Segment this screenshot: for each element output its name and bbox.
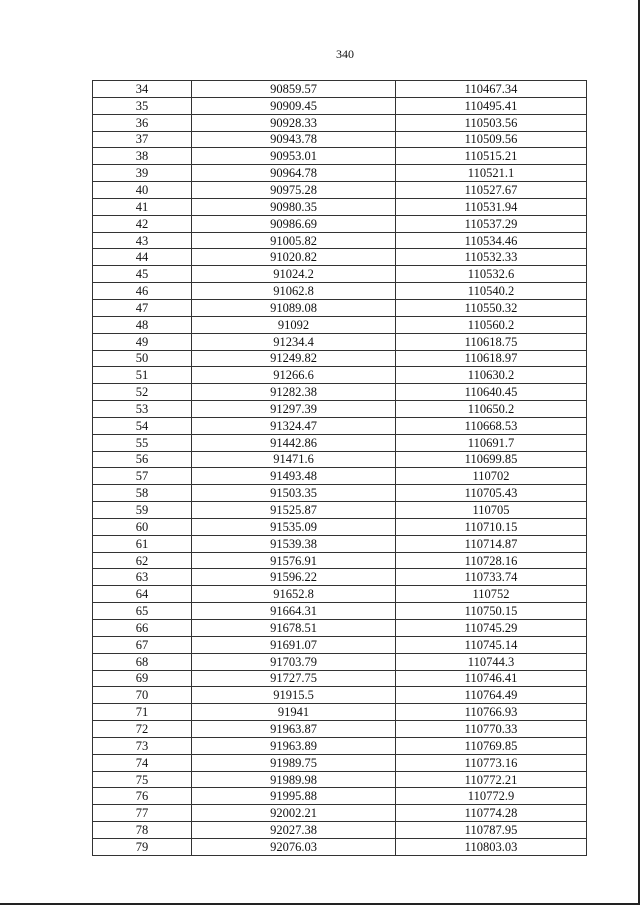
table-row bbox=[93, 384, 587, 401]
x-coordinate-cell: 91691.07 bbox=[192, 636, 396, 653]
point-index-cell: 48 bbox=[93, 316, 192, 333]
table-row bbox=[93, 670, 587, 687]
point-index-cell: 42 bbox=[93, 215, 192, 232]
table-row bbox=[93, 401, 587, 418]
point-index-cell: 55 bbox=[93, 434, 192, 451]
y-coordinate-cell: 110527.67 bbox=[396, 182, 587, 199]
x-coordinate-cell: 91989.98 bbox=[192, 771, 396, 788]
table-row bbox=[93, 114, 587, 131]
y-coordinate-cell: 110521.1 bbox=[396, 165, 587, 182]
table-row bbox=[93, 283, 587, 300]
table-row bbox=[93, 468, 587, 485]
y-coordinate-cell: 110467.34 bbox=[396, 81, 587, 98]
x-coordinate-cell: 91092 bbox=[192, 316, 396, 333]
table-row bbox=[93, 182, 587, 199]
table-row bbox=[93, 97, 587, 114]
point-index-cell: 59 bbox=[93, 502, 192, 519]
x-coordinate-cell: 91995.88 bbox=[192, 788, 396, 805]
point-index-cell: 76 bbox=[93, 788, 192, 805]
point-index-cell: 52 bbox=[93, 384, 192, 401]
y-coordinate-cell: 110503.56 bbox=[396, 114, 587, 131]
y-coordinate-cell: 110618.75 bbox=[396, 333, 587, 350]
x-coordinate-cell: 91234.4 bbox=[192, 333, 396, 350]
x-coordinate-cell: 91963.87 bbox=[192, 721, 396, 738]
table-row bbox=[93, 485, 587, 502]
table-row bbox=[93, 586, 587, 603]
x-coordinate-cell: 90975.28 bbox=[192, 182, 396, 199]
point-index-cell: 71 bbox=[93, 704, 192, 721]
y-coordinate-cell: 110640.45 bbox=[396, 384, 587, 401]
x-coordinate-cell: 92002.21 bbox=[192, 805, 396, 822]
x-coordinate-cell: 91062.8 bbox=[192, 283, 396, 300]
y-coordinate-cell: 110774.28 bbox=[396, 805, 587, 822]
table-row bbox=[93, 704, 587, 721]
table-row bbox=[93, 417, 587, 434]
x-coordinate-cell: 91005.82 bbox=[192, 232, 396, 249]
point-index-cell: 67 bbox=[93, 636, 192, 653]
point-index-cell: 70 bbox=[93, 687, 192, 704]
x-coordinate-cell: 91525.87 bbox=[192, 502, 396, 519]
point-index-cell: 72 bbox=[93, 721, 192, 738]
x-coordinate-cell: 91249.82 bbox=[192, 350, 396, 367]
point-index-cell: 35 bbox=[93, 97, 192, 114]
x-coordinate-cell: 90986.69 bbox=[192, 215, 396, 232]
x-coordinate-cell: 91941 bbox=[192, 704, 396, 721]
x-coordinate-cell: 91324.47 bbox=[192, 417, 396, 434]
y-coordinate-cell: 110691.7 bbox=[396, 434, 587, 451]
table-row bbox=[93, 131, 587, 148]
point-index-cell: 63 bbox=[93, 569, 192, 586]
point-index-cell: 54 bbox=[93, 417, 192, 434]
point-index-cell: 60 bbox=[93, 518, 192, 535]
x-coordinate-cell: 91282.38 bbox=[192, 384, 396, 401]
point-index-cell: 36 bbox=[93, 114, 192, 131]
y-coordinate-cell: 110745.29 bbox=[396, 620, 587, 637]
table-row bbox=[93, 754, 587, 771]
x-coordinate-cell: 91703.79 bbox=[192, 653, 396, 670]
y-coordinate-cell: 110766.93 bbox=[396, 704, 587, 721]
y-coordinate-cell: 110699.85 bbox=[396, 451, 587, 468]
table-row bbox=[93, 316, 587, 333]
y-coordinate-cell: 110531.94 bbox=[396, 198, 587, 215]
x-coordinate-cell: 91989.75 bbox=[192, 754, 396, 771]
y-coordinate-cell: 110772.21 bbox=[396, 771, 587, 788]
point-index-cell: 68 bbox=[93, 653, 192, 670]
x-coordinate-cell: 91727.75 bbox=[192, 670, 396, 687]
y-coordinate-cell: 110618.97 bbox=[396, 350, 587, 367]
x-coordinate-cell: 90943.78 bbox=[192, 131, 396, 148]
x-coordinate-cell: 91503.35 bbox=[192, 485, 396, 502]
x-coordinate-cell: 91664.31 bbox=[192, 603, 396, 620]
y-coordinate-cell: 110560.2 bbox=[396, 316, 587, 333]
x-coordinate-cell: 91915.5 bbox=[192, 687, 396, 704]
x-coordinate-cell: 91678.51 bbox=[192, 620, 396, 637]
y-coordinate-cell: 110705.43 bbox=[396, 485, 587, 502]
table-row bbox=[93, 603, 587, 620]
table-row bbox=[93, 249, 587, 266]
x-coordinate-cell: 91297.39 bbox=[192, 401, 396, 418]
point-index-cell: 62 bbox=[93, 552, 192, 569]
x-coordinate-cell: 92076.03 bbox=[192, 838, 396, 855]
y-coordinate-cell: 110668.53 bbox=[396, 417, 587, 434]
y-coordinate-cell: 110495.41 bbox=[396, 97, 587, 114]
y-coordinate-cell: 110764.49 bbox=[396, 687, 587, 704]
y-coordinate-cell: 110750.15 bbox=[396, 603, 587, 620]
point-index-cell: 38 bbox=[93, 148, 192, 165]
point-index-cell: 53 bbox=[93, 401, 192, 418]
point-index-cell: 49 bbox=[93, 333, 192, 350]
point-index-cell: 56 bbox=[93, 451, 192, 468]
point-index-cell: 46 bbox=[93, 283, 192, 300]
y-coordinate-cell: 110710.15 bbox=[396, 518, 587, 535]
table-row bbox=[93, 165, 587, 182]
x-coordinate-cell: 92027.38 bbox=[192, 822, 396, 839]
point-index-cell: 65 bbox=[93, 603, 192, 620]
y-coordinate-cell: 110534.46 bbox=[396, 232, 587, 249]
point-index-cell: 74 bbox=[93, 754, 192, 771]
table-row bbox=[93, 822, 587, 839]
y-coordinate-cell: 110803.03 bbox=[396, 838, 587, 855]
point-index-cell: 75 bbox=[93, 771, 192, 788]
y-coordinate-cell: 110769.85 bbox=[396, 737, 587, 754]
x-coordinate-cell: 91652.8 bbox=[192, 586, 396, 603]
y-coordinate-cell: 110540.2 bbox=[396, 283, 587, 300]
y-coordinate-cell: 110770.33 bbox=[396, 721, 587, 738]
point-index-cell: 73 bbox=[93, 737, 192, 754]
table-row bbox=[93, 502, 587, 519]
y-coordinate-cell: 110630.2 bbox=[396, 367, 587, 384]
y-coordinate-cell: 110787.95 bbox=[396, 822, 587, 839]
table-row bbox=[93, 737, 587, 754]
x-coordinate-cell: 91024.2 bbox=[192, 266, 396, 283]
table-row bbox=[93, 653, 587, 670]
point-index-cell: 39 bbox=[93, 165, 192, 182]
y-coordinate-cell: 110537.29 bbox=[396, 215, 587, 232]
x-coordinate-cell: 91963.89 bbox=[192, 737, 396, 754]
table-row bbox=[93, 788, 587, 805]
y-coordinate-cell: 110532.6 bbox=[396, 266, 587, 283]
point-index-cell: 79 bbox=[93, 838, 192, 855]
point-index-cell: 66 bbox=[93, 620, 192, 637]
point-index-cell: 37 bbox=[93, 131, 192, 148]
y-coordinate-cell: 110733.74 bbox=[396, 569, 587, 586]
y-coordinate-cell: 110702 bbox=[396, 468, 587, 485]
point-index-cell: 34 bbox=[93, 81, 192, 98]
y-coordinate-cell: 110773.16 bbox=[396, 754, 587, 771]
table-row bbox=[93, 721, 587, 738]
table-row bbox=[93, 687, 587, 704]
y-coordinate-cell: 110744.3 bbox=[396, 653, 587, 670]
table-row bbox=[93, 350, 587, 367]
y-coordinate-cell: 110728.16 bbox=[396, 552, 587, 569]
y-coordinate-cell: 110714.87 bbox=[396, 535, 587, 552]
table-row bbox=[93, 620, 587, 637]
point-index-cell: 61 bbox=[93, 535, 192, 552]
y-coordinate-cell: 110650.2 bbox=[396, 401, 587, 418]
table-row bbox=[93, 148, 587, 165]
coordinate-table bbox=[92, 80, 587, 856]
x-coordinate-cell: 90909.45 bbox=[192, 97, 396, 114]
point-index-cell: 44 bbox=[93, 249, 192, 266]
table-row bbox=[93, 535, 587, 552]
table-row bbox=[93, 805, 587, 822]
x-coordinate-cell: 90928.33 bbox=[192, 114, 396, 131]
x-coordinate-cell: 91493.48 bbox=[192, 468, 396, 485]
x-coordinate-cell: 91596.22 bbox=[192, 569, 396, 586]
table-row bbox=[93, 333, 587, 350]
x-coordinate-cell: 91535.09 bbox=[192, 518, 396, 535]
x-coordinate-cell: 91089.08 bbox=[192, 299, 396, 316]
x-coordinate-cell: 91576.91 bbox=[192, 552, 396, 569]
page-number: 340 bbox=[336, 47, 354, 61]
table-row bbox=[93, 451, 587, 468]
table-row bbox=[93, 838, 587, 855]
table-row bbox=[93, 434, 587, 451]
y-coordinate-cell: 110509.56 bbox=[396, 131, 587, 148]
table-row bbox=[93, 198, 587, 215]
point-index-cell: 64 bbox=[93, 586, 192, 603]
y-coordinate-cell: 110515.21 bbox=[396, 148, 587, 165]
y-coordinate-cell: 110752 bbox=[396, 586, 587, 603]
table-row bbox=[93, 266, 587, 283]
point-index-cell: 57 bbox=[93, 468, 192, 485]
table-row bbox=[93, 552, 587, 569]
table-row bbox=[93, 636, 587, 653]
point-index-cell: 47 bbox=[93, 299, 192, 316]
table-row bbox=[93, 81, 587, 98]
point-index-cell: 41 bbox=[93, 198, 192, 215]
point-index-cell: 58 bbox=[93, 485, 192, 502]
y-coordinate-cell: 110772.9 bbox=[396, 788, 587, 805]
table-row bbox=[93, 232, 587, 249]
y-coordinate-cell: 110745.14 bbox=[396, 636, 587, 653]
point-index-cell: 78 bbox=[93, 822, 192, 839]
table-row bbox=[93, 771, 587, 788]
x-coordinate-cell: 90964.78 bbox=[192, 165, 396, 182]
point-index-cell: 40 bbox=[93, 182, 192, 199]
point-index-cell: 50 bbox=[93, 350, 192, 367]
point-index-cell: 69 bbox=[93, 670, 192, 687]
x-coordinate-cell: 90980.35 bbox=[192, 198, 396, 215]
x-coordinate-cell: 91266.6 bbox=[192, 367, 396, 384]
x-coordinate-cell: 91539.38 bbox=[192, 535, 396, 552]
table-row bbox=[93, 518, 587, 535]
x-coordinate-cell: 91020.82 bbox=[192, 249, 396, 266]
table-row bbox=[93, 299, 587, 316]
x-coordinate-cell: 90859.57 bbox=[192, 81, 396, 98]
x-coordinate-cell: 90953.01 bbox=[192, 148, 396, 165]
table-row bbox=[93, 569, 587, 586]
y-coordinate-cell: 110550.32 bbox=[396, 299, 587, 316]
point-index-cell: 77 bbox=[93, 805, 192, 822]
point-index-cell: 43 bbox=[93, 232, 192, 249]
table-row bbox=[93, 367, 587, 384]
y-coordinate-cell: 110746.41 bbox=[396, 670, 587, 687]
table-row bbox=[93, 215, 587, 232]
y-coordinate-cell: 110705 bbox=[396, 502, 587, 519]
coordinate-table-body bbox=[93, 81, 587, 856]
y-coordinate-cell: 110532.33 bbox=[396, 249, 587, 266]
x-coordinate-cell: 91471.6 bbox=[192, 451, 396, 468]
point-index-cell: 45 bbox=[93, 266, 192, 283]
point-index-cell: 51 bbox=[93, 367, 192, 384]
x-coordinate-cell: 91442.86 bbox=[192, 434, 396, 451]
